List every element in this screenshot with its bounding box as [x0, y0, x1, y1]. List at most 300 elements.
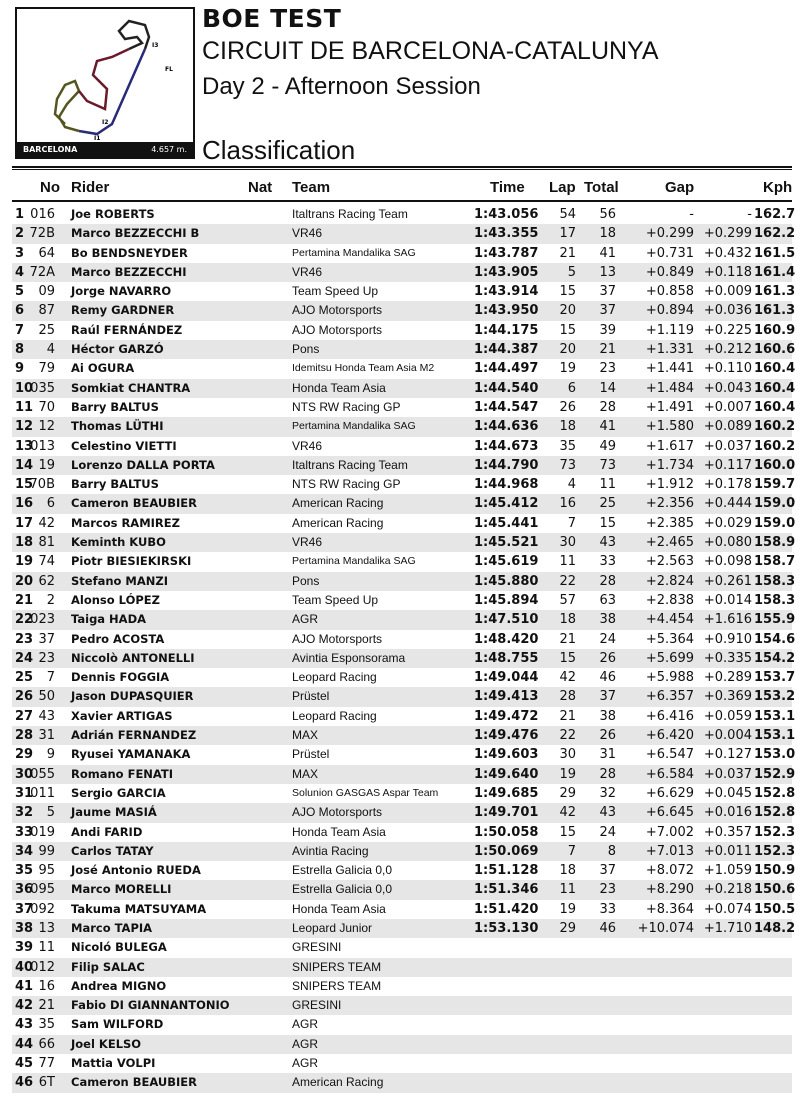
total-laps: 33 — [599, 901, 616, 917]
rider-name: Celestino VIETTI — [71, 438, 177, 453]
team-name: Leopard Racing — [292, 670, 377, 685]
rider-number: 74 — [38, 554, 55, 570]
gap-to-first: +6.357 — [645, 689, 694, 705]
best-lap: 21 — [559, 631, 576, 647]
lap-time: 1:49.413 — [474, 689, 539, 705]
total-laps: 38 — [599, 708, 616, 724]
total-laps: 38 — [599, 612, 616, 628]
total-laps: 37 — [599, 303, 616, 319]
total-laps: 43 — [599, 805, 616, 821]
table-row — [12, 823, 796, 842]
team-name: Pertamina Mandalika SAG — [292, 246, 416, 259]
gap-to-first: +1.119 — [645, 322, 694, 338]
rider-number: 035 — [30, 380, 55, 396]
team-name: Team Speed Up — [292, 284, 379, 299]
position: 5 — [15, 284, 25, 300]
total-laps: 28 — [599, 573, 616, 589]
map-label-i2: I2 — [102, 119, 109, 126]
team-name: AJO Motorsports — [292, 303, 383, 318]
gap-to-previous: +0.357 — [703, 824, 752, 840]
position: 43 — [15, 1017, 34, 1033]
rider-number: 7 — [46, 670, 55, 686]
gap-to-first: +7.002 — [645, 824, 694, 840]
position: 29 — [15, 747, 34, 763]
lap-time: 1:48.420 — [474, 631, 539, 647]
rider-name: Filip SALAC — [71, 959, 145, 974]
rider-name: Dennis FOGGIA — [71, 670, 170, 685]
best-lap: 18 — [559, 863, 576, 879]
speed-kph: 153.7 — [754, 670, 796, 686]
rider-number: 72A — [29, 264, 55, 280]
gap-to-previous: +1.616 — [703, 612, 752, 628]
col-nat: Nat — [248, 179, 273, 196]
total-laps: 15 — [599, 515, 616, 531]
speed-kph: 160.2 — [754, 438, 796, 454]
lap-time: 1:45.880 — [474, 573, 539, 589]
rider-name: Xavier ARTIGAS — [71, 708, 173, 723]
col-gap: Gap — [665, 179, 695, 196]
lap-time: 1:44.790 — [474, 457, 539, 473]
position: 11 — [15, 399, 34, 415]
team-name: Pertamina Mandalika SAG — [292, 555, 416, 568]
gap-to-first: +6.420 — [645, 728, 694, 744]
gap-to-previous: +0.369 — [703, 689, 752, 705]
lap-time: 1:50.058 — [474, 824, 539, 840]
table-row — [12, 1054, 792, 1073]
rider-name: Raúl FERNÁNDEZ — [71, 322, 183, 337]
table-row — [12, 379, 796, 398]
team-name: GRESINI — [292, 998, 342, 1013]
total-laps: 37 — [599, 284, 616, 300]
lap-time: 1:49.685 — [474, 785, 539, 801]
map-label-fl: FL — [165, 66, 173, 73]
speed-kph: 155.9 — [754, 612, 796, 628]
total-laps: 63 — [599, 592, 616, 608]
rider-number: 012 — [30, 959, 55, 975]
position: 27 — [15, 708, 34, 724]
gap-to-previous: +0.261 — [703, 573, 752, 589]
best-lap: 19 — [559, 901, 576, 917]
lap-time: 1:45.412 — [474, 496, 539, 512]
team-name: MAX — [292, 766, 319, 781]
rider-number: 11 — [38, 940, 55, 956]
position: 15 — [15, 477, 34, 493]
gap-to-first: +0.858 — [645, 284, 694, 300]
lap-time: 1:43.787 — [474, 245, 539, 261]
lap-time: 1:45.894 — [474, 592, 539, 608]
lap-time: 1:53.130 — [474, 920, 539, 936]
team-name: SNIPERS TEAM — [292, 959, 382, 974]
position: 1 — [15, 207, 25, 222]
rider-number: 6 — [46, 496, 55, 512]
gap-to-first: +1.484 — [645, 380, 694, 396]
rider-number: 35 — [38, 1017, 55, 1033]
total-laps: 8 — [607, 843, 616, 859]
rider-number: 055 — [30, 766, 55, 782]
best-lap: 18 — [559, 419, 576, 435]
team-name: Team Speed Up — [292, 592, 379, 607]
gap-to-first: +1.491 — [645, 399, 694, 415]
rider-number: 62 — [38, 573, 55, 589]
total-laps: 24 — [599, 824, 616, 840]
table-row — [12, 244, 796, 263]
speed-kph: 148.2 — [754, 920, 796, 936]
speed-kph: 150.9 — [754, 863, 796, 879]
gap-to-previous: +0.043 — [703, 380, 752, 396]
position: 37 — [15, 901, 34, 917]
rider-number: 50 — [38, 689, 55, 705]
position: 13 — [15, 438, 34, 454]
position: 3 — [15, 245, 25, 261]
rider-name: Piotr BIESIEKIRSKI — [71, 554, 192, 569]
rider-name: Jorge NAVARRO — [71, 284, 172, 299]
gap-to-previous: +0.218 — [703, 882, 752, 898]
best-lap: 15 — [559, 824, 576, 840]
lap-time: 1:44.497 — [474, 361, 539, 377]
rider-number: 019 — [30, 824, 55, 840]
rider-name: Keminth KUBO — [71, 535, 166, 550]
best-lap: 21 — [559, 245, 576, 261]
best-lap: 28 — [559, 689, 576, 705]
position: 23 — [15, 631, 34, 647]
col-lap: Lap — [549, 179, 576, 196]
team-name: Italtrans Racing Team — [292, 457, 408, 472]
classification-table — [12, 205, 796, 1093]
rider-number: 66 — [38, 1036, 55, 1052]
gap-to-previous: +0.212 — [703, 342, 752, 358]
table-row — [12, 1035, 792, 1054]
table-row — [12, 610, 796, 629]
gap-to-previous: +0.036 — [703, 303, 752, 319]
team-name: NTS RW Racing GP — [292, 399, 401, 414]
lap-time: 1:44.175 — [474, 322, 539, 338]
position: 41 — [15, 978, 34, 994]
speed-kph: 161.3 — [754, 303, 796, 319]
position: 33 — [15, 824, 34, 840]
table-row — [12, 263, 796, 282]
lap-time: 1:44.387 — [474, 342, 539, 358]
rider-name: Marco BEZZECCHI B — [71, 226, 200, 241]
total-laps: 18 — [599, 226, 616, 242]
table-row — [12, 938, 792, 957]
gap-to-first: +0.299 — [645, 226, 694, 242]
team-name: Italtrans Racing Team — [292, 207, 408, 221]
gap-to-first: +10.074 — [637, 920, 694, 936]
rider-name: Alonso LÓPEZ — [71, 592, 160, 607]
rider-number: 43 — [38, 708, 55, 724]
divider — [12, 200, 792, 202]
best-lap: 21 — [559, 708, 576, 724]
rider-name: Thomas LÜTHI — [71, 419, 164, 434]
gap-to-first: +6.629 — [645, 785, 694, 801]
speed-kph: 154.6 — [754, 631, 796, 647]
map-label-i1: I1 — [94, 135, 101, 142]
total-laps: 23 — [599, 882, 616, 898]
team-name: Pons — [292, 342, 320, 357]
table-row — [12, 958, 792, 977]
team-name: Avintia Racing — [292, 843, 369, 858]
gap-to-previous: +0.289 — [703, 670, 752, 686]
rider-number: 092 — [30, 901, 55, 917]
best-lap: 11 — [559, 554, 576, 570]
rider-number: 19 — [38, 457, 55, 473]
rider-number: 16 — [38, 978, 55, 994]
position: 6 — [15, 303, 25, 319]
table-row — [12, 301, 796, 320]
lap-time: 1:45.441 — [474, 515, 539, 531]
rider-name: Héctor GARZÓ — [71, 342, 164, 357]
rider-name: Adrián FERNANDEZ — [71, 728, 197, 743]
speed-kph: 161.5 — [754, 245, 796, 261]
speed-kph: 153.2 — [754, 689, 796, 705]
lap-time: 1:51.128 — [474, 863, 539, 879]
team-name: American Racing — [292, 496, 384, 511]
col-total: Total — [584, 179, 619, 196]
total-laps: 73 — [599, 457, 616, 473]
rider-number: 64 — [38, 245, 55, 261]
rider-name: Andrea MIGNO — [71, 978, 167, 993]
position: 9 — [15, 361, 25, 377]
table-row — [12, 880, 796, 899]
table-row — [12, 224, 796, 243]
team-name: AGR — [292, 1036, 319, 1051]
speed-kph: 158.7 — [754, 554, 796, 570]
team-name: Honda Team Asia — [292, 824, 386, 839]
speed-kph: 160.4 — [754, 380, 796, 396]
map-footer — [17, 142, 193, 157]
team-name: VR46 — [292, 264, 323, 279]
gap-to-first: +5.988 — [645, 670, 694, 686]
table-row — [12, 398, 796, 417]
gap-to-first: +6.584 — [645, 766, 694, 782]
rider-name: Niccolò ANTONELLI — [71, 650, 195, 665]
map-length: 4.657 m. — [151, 145, 187, 154]
table-row — [12, 803, 796, 822]
rider-number: 12 — [38, 419, 55, 435]
rider-name: Carlos TATAY — [71, 843, 154, 858]
team-name: Prüstel — [292, 689, 330, 704]
speed-kph: 158.9 — [754, 535, 796, 551]
gap-to-previous: +0.098 — [703, 554, 752, 570]
speed-kph: 153.1 — [754, 728, 796, 744]
gap-to-first: +5.364 — [645, 631, 694, 647]
rider-name: Barry BALTUS — [71, 477, 159, 492]
team-name: AGR — [292, 1017, 319, 1032]
table-row — [12, 591, 796, 610]
team-name: Pons — [292, 573, 320, 588]
rider-name: Pedro ACOSTA — [71, 631, 165, 646]
position: 10 — [15, 380, 34, 396]
best-lap: 6 — [567, 380, 576, 396]
position: 7 — [15, 322, 25, 338]
lap-time: 1:44.968 — [474, 477, 539, 493]
rider-number: 9 — [46, 747, 55, 763]
table-row — [12, 919, 796, 938]
gap-to-first: +0.731 — [645, 245, 694, 261]
gap-to-first: +0.894 — [645, 303, 694, 319]
gap-to-previous: +0.910 — [703, 631, 752, 647]
gap-to-first: +7.013 — [645, 843, 694, 859]
best-lap: 7 — [567, 843, 576, 859]
position: 26 — [15, 689, 34, 705]
team-name: AGR — [292, 1056, 319, 1071]
best-lap: 26 — [559, 399, 576, 415]
col-time: Time — [490, 179, 525, 196]
position: 8 — [15, 342, 25, 358]
table-row — [12, 533, 796, 552]
gap-to-previous: +0.110 — [703, 361, 752, 377]
table-row — [12, 784, 796, 803]
rider-number: 77 — [38, 1056, 55, 1072]
rider-name: Nicoló BULEGA — [71, 940, 167, 955]
table-row — [12, 687, 796, 706]
best-lap: 20 — [559, 342, 576, 358]
team-name: American Racing — [292, 1075, 384, 1090]
rider-name: José Antonio RUEDA — [71, 863, 201, 878]
col-kph: Kph — [763, 179, 793, 196]
rider-number: 70 — [38, 399, 55, 415]
rider-number: 13 — [38, 920, 55, 936]
rider-number: 095 — [30, 882, 55, 898]
table-row — [12, 205, 796, 224]
gap-to-previous: +0.127 — [703, 747, 752, 763]
gap-to-previous: +0.117 — [703, 457, 752, 473]
position: 30 — [15, 766, 34, 782]
best-lap: 54 — [559, 207, 576, 222]
gap-to-first: +2.824 — [645, 573, 694, 589]
team-name: VR46 — [292, 438, 323, 453]
speed-kph: 152.9 — [754, 766, 796, 782]
table-row — [12, 1073, 792, 1092]
gap-to-previous: +0.432 — [703, 245, 752, 261]
classification-heading: Classification — [202, 135, 356, 165]
rider-name: Joe ROBERTS — [71, 207, 155, 221]
gap-to-first: +8.072 — [645, 863, 694, 879]
gap-to-first: +0.849 — [645, 264, 694, 280]
rider-number: 23 — [38, 650, 55, 666]
gap-to-first: +4.454 — [645, 612, 694, 628]
position: 24 — [15, 650, 34, 666]
team-name: Estrella Galicia 0,0 — [292, 882, 393, 897]
lap-time: 1:51.420 — [474, 901, 539, 917]
table-row — [12, 726, 796, 745]
total-laps: 13 — [599, 264, 616, 280]
total-laps: 28 — [599, 766, 616, 782]
team-name: SNIPERS TEAM — [292, 978, 382, 993]
total-laps: 37 — [599, 863, 616, 879]
rider-number: 81 — [38, 535, 55, 551]
position: 36 — [15, 882, 34, 898]
position: 4 — [15, 264, 25, 280]
position: 28 — [15, 728, 34, 744]
team-name: AJO Motorsports — [292, 631, 383, 646]
lap-time: 1:43.950 — [474, 303, 539, 319]
position: 46 — [15, 1075, 34, 1091]
rider-number: 25 — [38, 322, 55, 338]
speed-kph: 158.3 — [754, 592, 796, 608]
position: 12 — [15, 419, 34, 435]
rider-number: 6T — [38, 1075, 55, 1091]
gap-to-previous: +0.335 — [703, 650, 752, 666]
best-lap: 16 — [559, 496, 576, 512]
speed-kph: 160.4 — [754, 399, 796, 415]
best-lap: 15 — [559, 322, 576, 338]
total-laps: 46 — [599, 920, 616, 936]
team-name: Leopard Junior — [292, 920, 373, 935]
team-name: VR46 — [292, 535, 323, 550]
total-laps: 31 — [599, 747, 616, 763]
gap-to-previous: +0.080 — [703, 535, 752, 551]
total-laps: 32 — [599, 785, 616, 801]
gap-to-previous: +0.029 — [703, 515, 752, 531]
gap-to-first: +2.385 — [645, 515, 694, 531]
rider-number: 79 — [38, 361, 55, 377]
lap-time: 1:49.476 — [474, 728, 539, 744]
lap-time: 1:49.472 — [474, 708, 539, 724]
gap-to-previous: +0.045 — [703, 785, 752, 801]
table-row — [12, 437, 796, 456]
lap-time: 1:43.355 — [474, 226, 539, 242]
gap-to-first: +1.331 — [645, 342, 694, 358]
gap-to-previous: +0.089 — [703, 419, 752, 435]
rider-name: Fabio DI GIANNANTONIO — [71, 998, 230, 1013]
speed-kph: 162.2 — [754, 226, 796, 242]
rider-name: Jaume MASIÁ — [71, 805, 157, 820]
col-no: No — [40, 179, 60, 196]
position: 22 — [15, 612, 34, 628]
total-laps: 49 — [599, 438, 616, 454]
position: 35 — [15, 863, 34, 879]
rider-number: 016 — [30, 207, 55, 222]
rider-number: 37 — [38, 631, 55, 647]
total-laps: 26 — [599, 728, 616, 744]
position: 44 — [15, 1036, 34, 1052]
rider-number: 011 — [30, 785, 55, 801]
table-row — [12, 514, 796, 533]
table-row — [12, 552, 796, 571]
position: 20 — [15, 573, 34, 589]
position: 42 — [15, 998, 34, 1014]
gap-to-previous: +0.118 — [703, 264, 752, 280]
gap-to-previous: +0.007 — [703, 399, 752, 415]
lap-time: 1:44.547 — [474, 399, 539, 415]
best-lap: 30 — [559, 535, 576, 551]
speed-kph: 150.5 — [754, 901, 796, 917]
speed-kph: 160.2 — [754, 419, 796, 435]
rider-number: 72B — [29, 226, 55, 242]
total-laps: 23 — [599, 361, 616, 377]
gap-to-first: +6.416 — [645, 708, 694, 724]
page-title: BOE TEST — [202, 4, 342, 33]
team-name: VR46 — [292, 226, 323, 241]
total-laps: 37 — [599, 689, 616, 705]
position: 34 — [15, 843, 34, 859]
team-name: Prüstel — [292, 747, 330, 762]
speed-kph: 160.9 — [754, 322, 796, 338]
gap-to-previous: +0.299 — [703, 226, 752, 242]
gap-to-previous: - — [747, 207, 752, 222]
total-laps: 14 — [599, 380, 616, 396]
team-name: Leopard Racing — [292, 708, 377, 723]
best-lap: 29 — [559, 920, 576, 936]
speed-kph: 159.7 — [754, 477, 796, 493]
best-lap: 22 — [559, 728, 576, 744]
rider-number: 95 — [38, 863, 55, 879]
lap-time: 1:49.701 — [474, 805, 539, 821]
team-name: Idemitsu Honda Team Asia M2 — [292, 362, 435, 375]
speed-kph: 150.6 — [754, 882, 796, 898]
position: 2 — [15, 226, 25, 242]
